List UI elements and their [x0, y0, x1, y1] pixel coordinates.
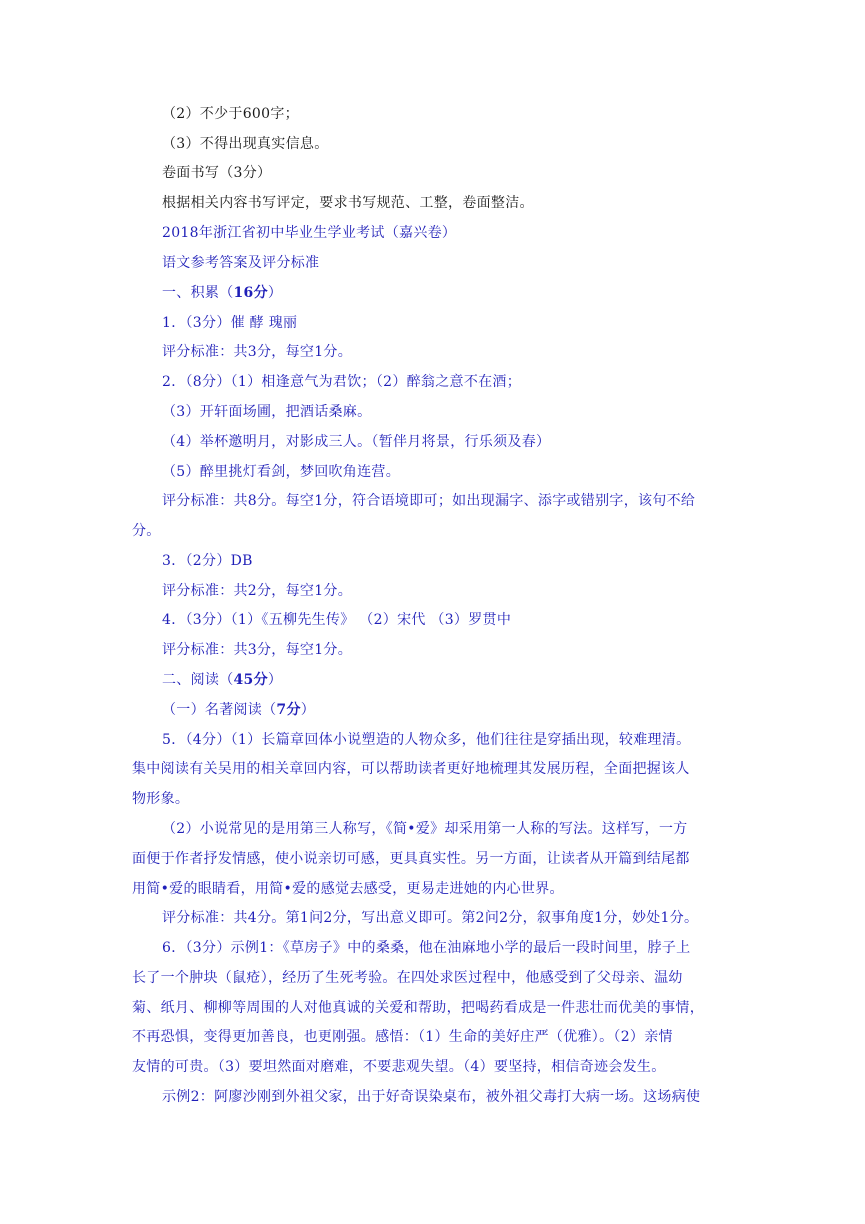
- answer-line: 2．（8分）（1）相逢意气为君饮；（2）醉翁之意不在酒；: [162, 374, 522, 390]
- section-heading: 二、阅读（45分）: [162, 672, 283, 688]
- answer-line: 1．（3分）催 酵 瑰丽: [162, 315, 298, 331]
- text-line: （3）不得出现真实信息。: [162, 136, 329, 152]
- answer-line: 物形象。: [132, 791, 190, 807]
- answer-line: 5．（4分）（1）长篇章回体小说塑造的人物众多，他们往往是穿插出现，较难理清。: [162, 732, 691, 748]
- text-line: 卷面书写（3分）: [162, 165, 272, 181]
- answer-line: 用简•爱的眼睛看，用简•爱的感觉去感受，更易走进她的内心世界。: [132, 881, 564, 897]
- text-line: 根据相关内容书写评定，要求书写规范、工整，卷面整洁。: [162, 195, 534, 211]
- answer-line: （2）小说常见的是用第三人称写，《简•爱》却采用第一人称的写法。这样写，一方: [162, 821, 688, 837]
- answer-key-title: 语文参考答案及评分标准: [162, 255, 320, 271]
- answer-line: （5）醉里挑灯看剑，梦回吹角连营。: [162, 464, 401, 480]
- section-heading: 一、积累（16分）: [162, 285, 283, 301]
- answer-line: 6．（3分）示例1：《草房子》中的桑桑，他在油麻地小学的最后一段时间里，脖子上: [162, 940, 691, 956]
- scoring-line: 评分标准：共3分，每空1分。: [162, 642, 353, 658]
- text-line: （2）不少于600字；: [162, 106, 299, 122]
- subsection-heading: （一）名著阅读（7分）: [162, 702, 316, 718]
- scoring-line: 评分标准：共4分。第1问2分，写出意义即可。第2问2分，叙事角度1分，妙处1分。: [162, 910, 699, 926]
- scoring-line: 分。: [132, 523, 161, 539]
- answer-line: 面便于作者抒发情感，使小说亲切可感，更具真实性。另一方面，让读者从开篇到结尾都: [132, 851, 690, 867]
- answer-line: （3）开轩面场圃，把酒话桑麻。: [162, 404, 372, 420]
- answer-line: 3．（2分）DB: [162, 553, 253, 569]
- scoring-line: 评分标准：共3分，每空1分。: [162, 344, 353, 360]
- scoring-line: 评分标准：共2分，每空1分。: [162, 583, 353, 599]
- answer-line: （4）举杯邀明月，对影成三人。（暂伴月将景，行乐须及春）: [162, 434, 551, 450]
- scoring-line: 评分标准：共8分。每空1分，符合语境即可；如出现漏字、添字或错别字，该句不给: [162, 493, 696, 509]
- answer-line: 示例2：阿廖沙刚到外祖父家，出于好奇误染桌布，被外祖父毒打大病一场。这场病使: [162, 1089, 701, 1105]
- answer-line: 不再恐惧，变得更加善良，也更刚强。感悟：（1）生命的美好庄严（优雅）。（2）亲情: [132, 1029, 673, 1045]
- answer-line: 4．（3分）（1）《五柳先生传》 （2）宋代 （3）罗贯中: [162, 612, 512, 628]
- answer-line: 菊、纸月、柳柳等周围的人对他真诚的关爱和帮助，把喝药看成是一件悲壮而优美的事情，: [132, 1000, 704, 1016]
- exam-title: 2018年浙江省初中毕业生学业考试（嘉兴卷）: [162, 225, 457, 241]
- answer-line: 集中阅读有关吴用的相关章回内容，可以帮助读者更好地梳理其发展历程，全面把握该人: [132, 761, 690, 777]
- answer-line: 长了一个肿块（鼠疮），经历了生死考验。在四处求医过程中，他感受到了父母亲、温幼: [132, 970, 683, 986]
- answer-line: 友情的可贵。（3）要坦然面对磨难，不要悲观失望。（4）要坚持，相信奇迹会发生。: [132, 1059, 666, 1075]
